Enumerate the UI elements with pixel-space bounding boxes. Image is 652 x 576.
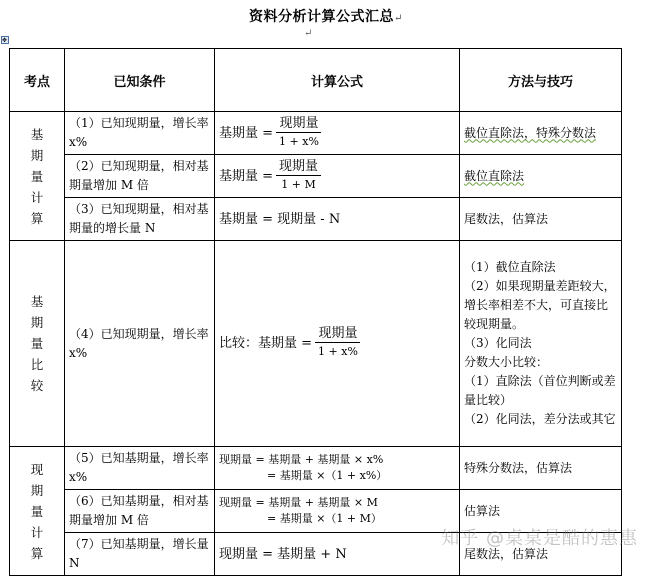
condition-cell: （6）已知基期量，相对基期量增加 M 倍: [65, 490, 215, 533]
condition-cell: （3）已知现期量，相对基期量的增长量 N: [65, 198, 215, 241]
formula-cell: 比较：基期量 = $\frac{\text{现期量}}{1 + x\%}$: [215, 241, 460, 447]
topic-cell: 现期量计算: [10, 447, 65, 576]
table-row: [10, 241, 622, 447]
header-topic: 考点: [10, 49, 65, 112]
formula-cell: 基期量 = 现期量 - N: [215, 198, 460, 241]
condition-cell: （1）已知现期量，增长率 x%: [65, 112, 215, 155]
method-cell: 尾数法，估算法: [460, 198, 622, 241]
method-line: （1）直除法（首位判断或差量比较）: [464, 374, 616, 407]
method-cell: 截位直除法，特殊分数法: [460, 112, 622, 155]
header-row: [10, 49, 622, 112]
table-row: [10, 155, 622, 198]
formula-cell: 现期量 = 基期量 + N: [215, 533, 460, 576]
formula-cell: 基期量 = $\frac{\text{现期量}}{1 + x\%}$: [215, 112, 460, 155]
condition-cell: （5）已知基期量，增长率 x%: [65, 447, 215, 490]
topic-cell: 基期量比较: [10, 241, 65, 447]
formula-cell: 现期量 = 基期量 + 基期量 × x% = 基期量 ×（1 + x%）: [215, 447, 460, 490]
table-row: [10, 198, 622, 241]
topic-cell: 基期量计算: [10, 112, 65, 241]
method-line: （3）化同法: [464, 336, 532, 350]
header-formula: 计算公式: [215, 49, 460, 112]
table-row: [10, 447, 622, 490]
method-cell: 估算法: [460, 490, 622, 533]
paragraph-mark: ↵: [304, 28, 313, 39]
formula-table: [9, 48, 622, 576]
watermark: 知乎 @桌桌是酷的惠惠: [441, 528, 638, 549]
fraction: $\frac{\text{现期量}}{1 + M}$: [276, 159, 321, 194]
header-condition: 已知条件: [65, 49, 215, 112]
method-cell: 特殊分数法，估算法: [460, 447, 622, 490]
method-line: （2）如果现期量差距较大，增长率相差不大，可直接比较现期量。: [464, 279, 616, 331]
method-cell: 截位直除法: [460, 155, 622, 198]
formula-cell: 现期量 = 基期量 + 基期量 × M = 基期量 ×（1 + M）: [215, 490, 460, 533]
condition-cell: （7）已知基期量，增长量 N: [65, 533, 215, 576]
method-cell: [460, 241, 622, 447]
condition-cell: （2）已知现期量，相对基期量增加 M 倍: [65, 155, 215, 198]
formula-cell: 基期量 = $\frac{\text{现期量}}{1 + M}$: [215, 155, 460, 198]
method-line: 分数大小比较：: [464, 355, 549, 369]
method-cell: 尾数法，估算法: [460, 533, 622, 576]
table-row: [10, 112, 622, 155]
method-line: （2）化同法，差分法或其它: [464, 412, 616, 426]
fraction: $\frac{\text{现期量}}{1 + x\%}$: [315, 326, 361, 361]
method-line: （1）截位直除法: [464, 260, 556, 274]
fraction: $\frac{\text{现期量}}{1 + x\%}$: [276, 116, 322, 151]
table-move-handle[interactable]: ✥: [2, 37, 8, 44]
document-title: 资料分析计算公式汇总↵: [249, 9, 403, 25]
condition-cell: （4）已知现期量，增长率 x%: [65, 241, 215, 447]
header-method: 方法与技巧: [460, 49, 622, 112]
